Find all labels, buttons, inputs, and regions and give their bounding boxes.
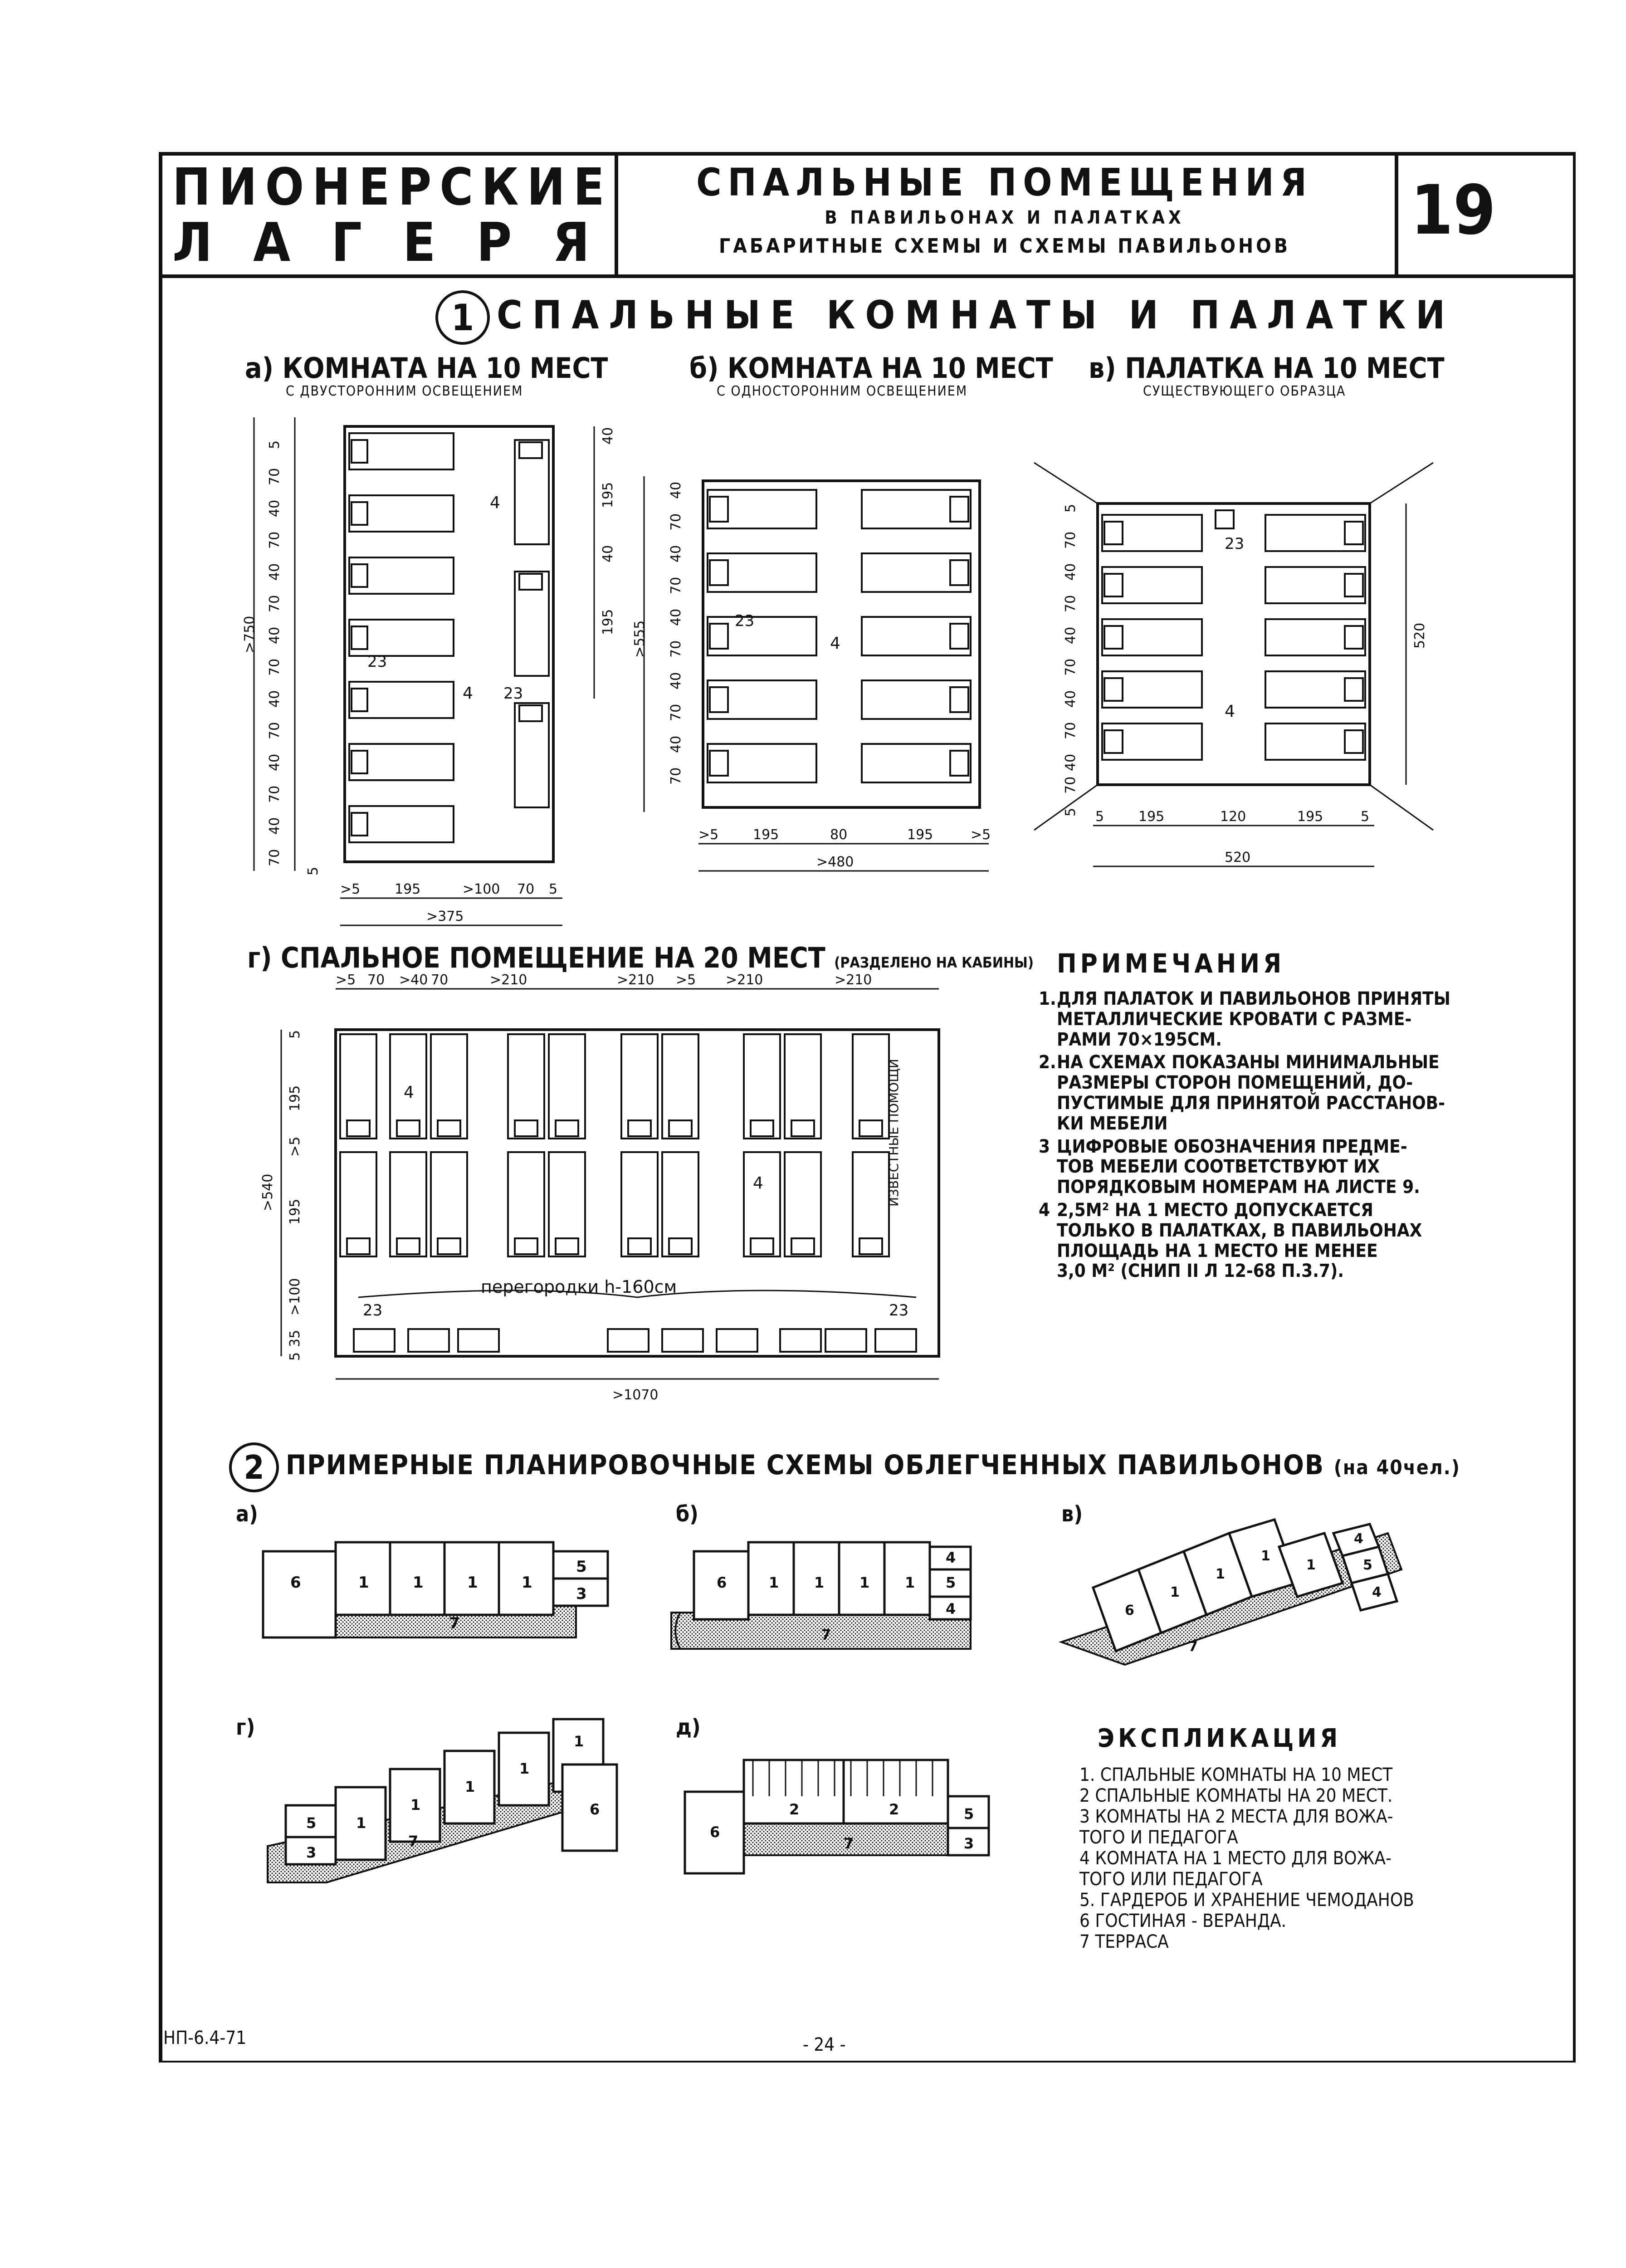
plan2-a-mark: 1 xyxy=(413,1574,424,1592)
title-block xyxy=(159,152,1573,278)
note-line xyxy=(1039,1137,1515,1157)
plan2-d-label: г) xyxy=(236,1715,255,1740)
plan2-a-mark: 1 xyxy=(522,1574,532,1592)
pillow xyxy=(950,751,968,776)
plan-c-dim: 5 xyxy=(1063,503,1079,513)
note-line xyxy=(1039,1177,1515,1198)
plan-b-dim: 195 xyxy=(907,827,933,843)
plan-a-dim-overall: >750 xyxy=(242,616,258,653)
plan-c-dim: 40 xyxy=(1063,690,1079,708)
plan-c-mark: 23 xyxy=(1225,535,1245,553)
plan2-e-label: д) xyxy=(676,1715,701,1740)
pillow xyxy=(352,813,367,836)
pillow xyxy=(1345,574,1363,596)
plan-d-dim: 5 xyxy=(287,1352,303,1361)
note-line xyxy=(1039,1052,1515,1073)
pillow xyxy=(515,1238,537,1254)
legend-item: ТОГО И ПЕДАГОГА xyxy=(1079,1827,1238,1848)
plan-d-mark: 23 xyxy=(889,1301,909,1320)
plan-c-dim: 40 xyxy=(1063,563,1079,581)
plan-a-dim: 40 xyxy=(267,499,283,517)
plan-b-mark: 23 xyxy=(735,612,755,630)
plan-b-dim: 70 xyxy=(668,767,684,785)
plan2-a-mark: 1 xyxy=(467,1574,478,1592)
plan-b-dim-overall: >555 xyxy=(632,620,648,658)
plan2-c-mark: 1 xyxy=(1216,1566,1225,1582)
pillow xyxy=(397,1120,420,1136)
notes-list xyxy=(1039,989,1515,1284)
note-text: ПУСТИМЫЕ ДЛЯ ПРИНЯТОЙ РАССТАНОВ- xyxy=(1057,1092,1445,1114)
pillow xyxy=(950,624,968,649)
legend-item: 2 СПАЛЬНЫЕ КОМНАТЫ НА 20 МЕСТ. xyxy=(1079,1785,1393,1806)
pillow xyxy=(751,1238,773,1254)
plan-d-title xyxy=(247,941,1034,974)
locker xyxy=(662,1329,703,1352)
plan-c-dim: 70 xyxy=(1063,595,1079,612)
pillow xyxy=(352,689,367,711)
legend-item: 4 КОМНАТА НА 1 МЕСТО ДЛЯ ВОЖА- xyxy=(1079,1848,1392,1869)
pillow xyxy=(347,1238,370,1254)
locker xyxy=(354,1329,395,1352)
series-title-line1: ПИОНЕРСКИЕ xyxy=(172,158,613,217)
plan-a-drawing xyxy=(236,399,617,943)
section2-number-circle xyxy=(229,1442,279,1492)
plan-b-dim: 80 xyxy=(830,827,848,843)
plan-a-mark: 23 xyxy=(367,653,387,671)
note-text: КИ МЕБЕЛИ xyxy=(1057,1113,1168,1134)
plan-a-dim: 70 xyxy=(267,658,283,676)
plan-d-dim: 70 xyxy=(367,972,385,988)
plan-c-drawing xyxy=(1025,435,1442,925)
plan-c-dim: 70 xyxy=(1063,531,1079,549)
plan-a-dim: 5 xyxy=(305,866,321,875)
plan-a-mark: 4 xyxy=(490,494,500,512)
plan-d-dim: >5 xyxy=(336,972,356,988)
plan-c-dim: 70 xyxy=(1063,658,1079,676)
plan-c-dim: 120 xyxy=(1220,809,1246,825)
pillow xyxy=(1345,678,1363,701)
pillow xyxy=(1345,626,1363,649)
note-line xyxy=(1039,1073,1515,1093)
plan2-e-drawing xyxy=(676,1751,1039,1887)
plan-b-dim: >5 xyxy=(698,827,719,843)
plan-d-dim: >210 xyxy=(726,972,763,988)
note-text: МЕТАЛЛИЧЕСКИЕ КРОВАТИ С РАЗМЕ- xyxy=(1057,1008,1412,1030)
note-text: НА СХЕМАХ ПОКАЗАНЫ МИНИМАЛЬНЫЕ xyxy=(1057,1052,1440,1073)
plan-a-dim: 40 xyxy=(267,817,283,835)
note-number: 4 xyxy=(1039,1199,1050,1221)
plan2-b-drawing xyxy=(653,1533,1016,1665)
sheet-main-title: СПАЛЬНЫЕ ПОМЕЩЕНИЯ xyxy=(696,160,1313,205)
locker xyxy=(825,1329,866,1352)
plan-a-dim: 5 xyxy=(267,440,283,449)
plan-b-dim: >480 xyxy=(816,854,854,870)
note-number: 3 xyxy=(1039,1136,1050,1157)
plan-c-dim: 70 xyxy=(1063,776,1079,794)
pillow xyxy=(1345,522,1363,544)
locker xyxy=(717,1329,757,1352)
plan2-c-mark: 7 xyxy=(1188,1639,1198,1655)
plan-d-title-note: (РАЗДЕЛЕНО НА КАБИНЫ) xyxy=(834,954,1034,971)
plan2-d-mark: 7 xyxy=(408,1833,419,1850)
section2-number: 2 xyxy=(244,1448,264,1486)
plan-d-mark: 4 xyxy=(404,1083,414,1102)
plan-d-dim: 35 xyxy=(287,1330,303,1347)
pillow xyxy=(352,502,367,525)
title-center-cell xyxy=(615,152,1398,274)
pillow xyxy=(628,1238,651,1254)
plan2-b-mark: 4 xyxy=(946,1600,956,1618)
note-number: 2. xyxy=(1039,1052,1056,1073)
pillow xyxy=(519,442,542,458)
note-line xyxy=(1039,1009,1515,1030)
legend-item: 7 ТЕРРАСА xyxy=(1079,1931,1169,1952)
plan-b-dim: 40 xyxy=(668,481,684,499)
note-line xyxy=(1039,1200,1515,1221)
pillow xyxy=(859,1120,882,1136)
note-text: ПОРЯДКОВЫМ НОМЕРАМ НА ЛИСТЕ 9. xyxy=(1057,1177,1420,1198)
nightstand xyxy=(1216,510,1234,528)
plan-c-dim: 5 xyxy=(1361,809,1370,825)
legend-item: 1. СПАЛЬНЫЕ КОМНАТЫ НА 10 МЕСТ xyxy=(1079,1765,1393,1785)
pillow xyxy=(397,1238,420,1254)
sheet-number: 19 xyxy=(1411,171,1496,250)
pillow xyxy=(669,1238,692,1254)
plan-b-dim: 70 xyxy=(668,640,684,658)
plan-d-dim: 195 xyxy=(287,1198,303,1225)
plan2-e-mark: 3 xyxy=(964,1835,974,1852)
plan2-d-mark: 1 xyxy=(410,1796,421,1813)
note-text: ТОЛЬКО В ПАЛАТКАХ, В ПАВИЛЬОНАХ xyxy=(1057,1220,1422,1241)
pillow xyxy=(1104,678,1123,701)
pillow xyxy=(438,1238,460,1254)
locker xyxy=(608,1329,649,1352)
plan-b-dim: 40 xyxy=(668,735,684,753)
note-text: ПЛОЩАДЬ НА 1 МЕСТО НЕ МЕНЕЕ xyxy=(1057,1240,1378,1261)
plan2-a-label: а) xyxy=(236,1501,258,1527)
note-item xyxy=(1039,989,1515,1050)
note-item xyxy=(1039,1052,1515,1134)
plan2-b-mark: 1 xyxy=(769,1574,779,1591)
pillow xyxy=(1345,730,1363,753)
pillow xyxy=(950,687,968,712)
plan2-c-mark: 6 xyxy=(1125,1603,1134,1618)
locker xyxy=(458,1329,499,1352)
pillow xyxy=(556,1238,578,1254)
pillow xyxy=(1104,730,1123,753)
pillow xyxy=(710,560,728,585)
plan-c-dim: 40 xyxy=(1063,626,1079,644)
plan2-d-mark: 3 xyxy=(306,1844,317,1861)
plan-a-dim: 70 xyxy=(267,849,283,866)
pillow xyxy=(1104,626,1123,649)
plan-a-mark: 23 xyxy=(503,684,523,703)
pillow xyxy=(352,440,367,463)
plan2-c-mark: 1 xyxy=(1261,1548,1270,1564)
plan-d-dim: >5 xyxy=(287,1136,303,1157)
plan-b-dim: 40 xyxy=(668,545,684,562)
section1-title: СПАЛЬНЫЕ КОМНАТЫ И ПАЛАТКИ xyxy=(497,293,1455,338)
plan-c-note: СУЩЕСТВУЮЩЕГО ОБРАЗЦА xyxy=(1143,383,1346,399)
note-text: 3,0 М² (СНИП II Л 12-68 П.3.7). xyxy=(1057,1261,1344,1282)
pillow xyxy=(556,1120,578,1136)
plan-b-dim: 70 xyxy=(668,577,684,594)
pillow xyxy=(751,1120,773,1136)
plan2-d-drawing xyxy=(259,1715,640,1887)
note-text: РАЗМЕРЫ СТОРОН ПОМЕЩЕНИЙ, ДО- xyxy=(1057,1072,1413,1094)
note-line xyxy=(1039,1114,1515,1134)
note-line xyxy=(1039,1261,1515,1281)
note-item xyxy=(1039,1200,1515,1281)
plan2-b-mark: 1 xyxy=(905,1574,915,1591)
plan2-e-mark: 2 xyxy=(889,1801,899,1818)
pillow xyxy=(791,1238,814,1254)
plan-a-dim: 70 xyxy=(267,595,283,612)
plan-d-dim: 5 xyxy=(287,1030,303,1039)
plan2-b-mark: 1 xyxy=(859,1574,870,1591)
legend-item: 5. ГАРДЕРОБ И ХРАНЕНИЕ ЧЕМОДАНОВ xyxy=(1079,1890,1414,1911)
plan-c-dim: 195 xyxy=(1297,809,1323,825)
plan-a-dim: 40 xyxy=(600,427,616,445)
locker xyxy=(780,1329,821,1352)
plan-a-dim: >375 xyxy=(426,909,464,924)
pillow xyxy=(347,1120,370,1136)
plan-c-dim: 520 xyxy=(1225,850,1251,865)
plan-a-mark: 4 xyxy=(463,684,473,703)
plan-b-dim: 70 xyxy=(668,704,684,721)
plan-a-dim: 40 xyxy=(267,690,283,708)
pillow xyxy=(950,497,968,522)
plan-b-dim: 195 xyxy=(753,827,779,843)
legend-item: ТОГО ИЛИ ПЕДАГОГА xyxy=(1079,1869,1263,1890)
plan-d-partition-label: перегородки h-160см xyxy=(481,1277,677,1297)
plan-c-mark: 4 xyxy=(1225,702,1235,721)
plan2-c-mark: 4 xyxy=(1372,1584,1382,1600)
plan-d-title-text: г) СПАЛЬНОЕ ПОМЕЩЕНИЕ НА 20 МЕСТ xyxy=(247,941,825,974)
plan-d-vertical-label: ИЗВЕСТНЫЕ ПОМОЩИ xyxy=(886,1059,901,1207)
plan-d-mark: 23 xyxy=(363,1301,383,1320)
plan2-a-mark: 6 xyxy=(290,1574,301,1592)
plan-a-dim: >100 xyxy=(463,881,500,897)
pillow xyxy=(352,564,367,587)
pillow xyxy=(710,624,728,649)
plan2-d-mark: 6 xyxy=(590,1801,600,1818)
plan2-d-mark: 5 xyxy=(306,1814,317,1832)
pillow xyxy=(710,751,728,776)
plan-c-dim: 40 xyxy=(1063,753,1079,771)
plan2-e-mark: 5 xyxy=(964,1805,974,1823)
plan2-e-mark: 2 xyxy=(789,1801,800,1818)
plan2-d-mark: 1 xyxy=(356,1814,366,1832)
plan-d-dim: >5 xyxy=(676,972,696,988)
plan-b-dim: 40 xyxy=(668,672,684,689)
plan-b-drawing xyxy=(626,467,1007,898)
pillow xyxy=(791,1120,814,1136)
note-text: ЦИФРОВЫЕ ОБОЗНАЧЕНИЯ ПРЕДМЕ- xyxy=(1057,1136,1407,1157)
plan2-c-mark: 1 xyxy=(1170,1584,1180,1600)
pillow xyxy=(628,1120,651,1136)
plan2-a-mark: 5 xyxy=(576,1558,587,1576)
plan-d-dim: >1070 xyxy=(612,1387,659,1403)
plan-a-dim: >5 xyxy=(340,881,361,897)
note-number: 1. xyxy=(1039,988,1056,1009)
plan-a-dim: 195 xyxy=(600,609,616,635)
plan-d-dim: >210 xyxy=(835,972,872,988)
pillow xyxy=(1104,522,1123,544)
plan2-b-mark: 1 xyxy=(814,1574,825,1591)
series-title-line2: ЛАГЕРЯ xyxy=(172,211,631,274)
plan-d-dim: 195 xyxy=(287,1085,303,1111)
plan-d-dim: 70 xyxy=(431,972,449,988)
plan-a-dim: 70 xyxy=(267,785,283,803)
plan2-e-mark: 7 xyxy=(844,1835,854,1852)
pillow xyxy=(352,626,367,649)
plan2-d-mark: 1 xyxy=(465,1778,475,1795)
pillow xyxy=(950,560,968,585)
note-text: РАМИ 70×195СМ. xyxy=(1057,1029,1222,1050)
pillow xyxy=(438,1120,460,1136)
plan-c-dim: 5 xyxy=(1095,809,1104,825)
pillow xyxy=(352,751,367,773)
plan-a-dim: 70 xyxy=(267,531,283,549)
plan-b-note: С ОДНОСТОРОННИМ ОСВЕЩЕНИЕМ xyxy=(717,383,968,399)
note-line xyxy=(1039,1030,1515,1050)
plan-a-dim: 40 xyxy=(267,563,283,581)
footer-page: - 24 - xyxy=(803,2034,846,2055)
plan-b-title: б) КОМНАТА НА 10 МЕСТ xyxy=(689,352,1053,385)
plan-b-dim: >5 xyxy=(971,827,991,843)
sheet-subtitle-2: ГАБАРИТНЫЕ СХЕМЫ И СХЕМЫ ПАВИЛЬОНОВ xyxy=(719,235,1290,258)
plan-a-dim: 40 xyxy=(267,753,283,771)
plan-a-dim: 195 xyxy=(600,482,616,508)
note-line xyxy=(1039,1093,1515,1114)
sheet-subtitle-1: В ПАВИЛЬОНАХ И ПАЛАТКАХ xyxy=(825,207,1185,228)
pillow xyxy=(669,1120,692,1136)
section2-title-text: ПРИМЕРНЫЕ ПЛАНИРОВОЧНЫЕ СХЕМЫ ОБЛЕГЧЕННЫХ ПАВИЛЬОНОВ xyxy=(286,1449,1324,1481)
legend-item: 6 ГОСТИНАЯ - ВЕРАНДА. xyxy=(1079,1911,1287,1931)
note-line xyxy=(1039,989,1515,1009)
pillow xyxy=(519,574,542,590)
plan2-d-mark: 1 xyxy=(574,1733,584,1750)
section2-title xyxy=(286,1449,1460,1481)
plan-b-dim: 40 xyxy=(668,608,684,626)
locker xyxy=(875,1329,916,1352)
plan-c-dim: 5 xyxy=(1063,807,1079,816)
plan-d-dim: >210 xyxy=(490,972,527,988)
note-line xyxy=(1039,1157,1515,1177)
plan-b-dim: 70 xyxy=(668,513,684,531)
plan2-a-mark: 7 xyxy=(449,1614,460,1633)
plan-a-dim: 70 xyxy=(267,722,283,739)
section1-number-circle xyxy=(435,290,490,345)
note-line xyxy=(1039,1221,1515,1241)
notes-title: ПРИМЕЧАНИЯ xyxy=(1057,948,1285,979)
plan2-a-mark: 3 xyxy=(576,1585,587,1603)
plan2-b-label: б) xyxy=(676,1501,698,1527)
plan-c-dim: 70 xyxy=(1063,722,1079,739)
plan-a-dim: 40 xyxy=(600,545,616,562)
plan2-d-mark: 1 xyxy=(519,1760,530,1777)
plan2-c-label: в) xyxy=(1061,1501,1083,1527)
plan-a-title: а) КОМНАТА НА 10 МЕСТ xyxy=(245,352,608,385)
footer-code: НП-6.4-71 xyxy=(163,2028,247,2048)
plan-c-dim: 520 xyxy=(1412,622,1428,649)
plan-d-dim: >540 xyxy=(260,1173,276,1211)
plan-c-dim: 195 xyxy=(1138,809,1165,825)
pillow xyxy=(710,687,728,712)
plan2-b-mark: 6 xyxy=(717,1574,727,1591)
plan-d-dim: >100 xyxy=(287,1278,303,1315)
plan2-e-mark: 6 xyxy=(710,1823,720,1841)
legend-list xyxy=(1079,1765,1533,1952)
plan2-c-mark: 4 xyxy=(1354,1531,1363,1547)
plan2-c-drawing xyxy=(1052,1515,1451,1678)
plan-c-title: в) ПАЛАТКА НА 10 МЕСТ xyxy=(1089,352,1445,385)
plan2-c-mark: 1 xyxy=(1306,1557,1316,1573)
plan2-b-mark: 7 xyxy=(821,1626,831,1643)
plan-a-dim: 40 xyxy=(267,626,283,644)
legend-item: 3 КОМНАТЫ НА 2 МЕСТА ДЛЯ ВОЖА- xyxy=(1079,1806,1393,1827)
plan-a-dim: 195 xyxy=(395,881,421,897)
plan-a-dim: 5 xyxy=(549,881,558,897)
plan2-a-drawing xyxy=(259,1538,630,1656)
pillow xyxy=(710,497,728,522)
note-item xyxy=(1039,1137,1515,1198)
section1-number: 1 xyxy=(451,296,474,339)
plan-d-dim: >210 xyxy=(617,972,654,988)
section2-title-note: (на 40чел.) xyxy=(1333,1456,1460,1479)
plan2-a-mark: 1 xyxy=(358,1574,369,1592)
title-left-cell xyxy=(159,152,631,274)
plan-b-mark: 4 xyxy=(830,634,840,653)
plan2-c-mark: 5 xyxy=(1363,1557,1372,1573)
locker xyxy=(408,1329,449,1352)
note-line xyxy=(1039,1241,1515,1261)
legend-title: ЭКСПЛИКАЦИЯ xyxy=(1098,1724,1342,1753)
pillow xyxy=(515,1120,537,1136)
pillow xyxy=(1104,574,1123,596)
note-text: ТОВ МЕБЕЛИ СООТВЕТСТВУЮТ ИХ xyxy=(1057,1156,1380,1178)
plan-d-mark: 4 xyxy=(753,1174,763,1193)
note-text: 2,5М² НА 1 МЕСТО ДОПУСКАЕТСЯ xyxy=(1057,1199,1373,1221)
plan2-b-mark: 4 xyxy=(946,1549,956,1566)
pillow xyxy=(519,705,542,721)
plan-a-dim: 70 xyxy=(267,468,283,485)
plan2-b-mark: 5 xyxy=(946,1574,956,1591)
pillow xyxy=(859,1238,882,1254)
plan-a-dim: 70 xyxy=(517,881,535,897)
plan-d-dim: >40 xyxy=(399,972,428,988)
note-text: ДЛЯ ПАЛАТОК И ПАВИЛЬОНОВ ПРИНЯТЫ xyxy=(1057,988,1450,1009)
plan-d-drawing xyxy=(254,971,980,1411)
plan-a-note: С ДВУСТОРОННИМ ОСВЕЩЕНИЕМ xyxy=(286,383,523,399)
